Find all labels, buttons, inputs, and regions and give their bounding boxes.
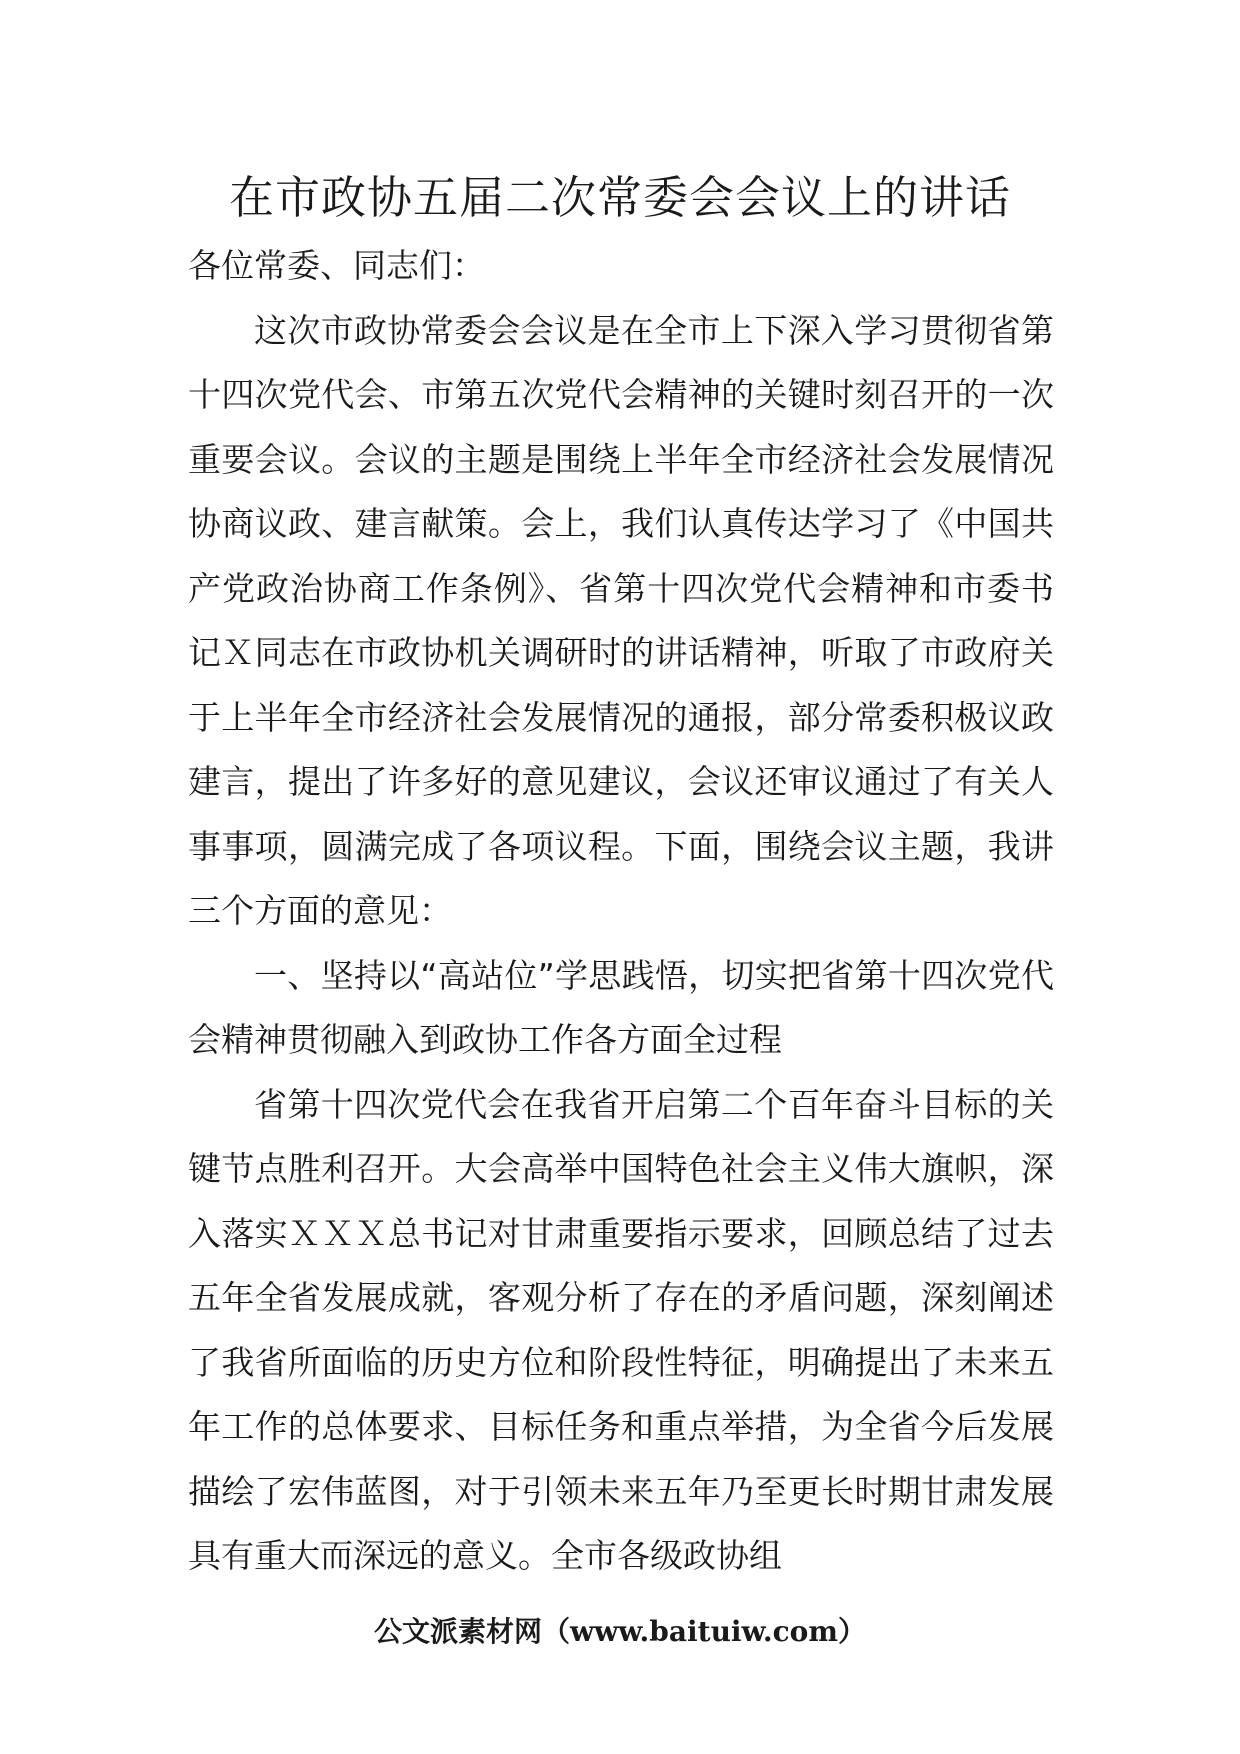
paragraph-intro: 这次市政协常委会会议是在全市上下深入学习贯彻省第十四次党代会、市第五次党代会精神的关键时刻召开的一次重要会议。会议的主题是围绕上半年全市经济社会发展情况协商议政、建言献策。会上，我们认真传达学习了《中国共产党政治协商工作条例》、省第十四次党代会精神和市委书记Ｘ同志在市政协机关调研时的讲话精神，听取了市政府关于上半年全市经济社会发展情况的通报，部分常委积极议政建言，提出了许多好的意见建议，会议还审议通过了有关人事事项，圆满完成了各项议程。下面，围绕会议主题，我讲三个方面的意见： — [188, 310, 1054, 930]
document-title: 在市政协五届二次常委会会议上的讲话 — [228, 171, 1011, 224]
watermark-footer: 公文派素材网（www.baituiw.com） — [374, 1615, 866, 1648]
salutation: 各位常委、同志们： — [188, 246, 485, 285]
document-body — [188, 234, 1054, 1589]
section-heading-1: 一、坚持以“高站位”学思践悟，切实把省第十四次党代会精神贯彻融入到政协工作各方面全过程 — [188, 955, 1054, 1059]
paragraph-section-1: 省第十四次党代会在我省开启第二个百年奋斗目标的关键节点胜利召开。大会高举中国特色社会主义伟大旗帜，深入落实ＸＸＸ总书记对甘肃重要指示要求，回顾总结了过去五年全省发展成就，客观分析了存在的矛盾问题，深刻阐述了我省所面临的历史方位和阶段性特征，明确提出了未来五年工作的总体要求、目标任务和重点举措，为全省今后发展描绘了宏伟蓝图，对于引领未来五年乃至更长时期甘肃发展具有重大而深远的意义。全市各级政协组 — [188, 1084, 1054, 1575]
